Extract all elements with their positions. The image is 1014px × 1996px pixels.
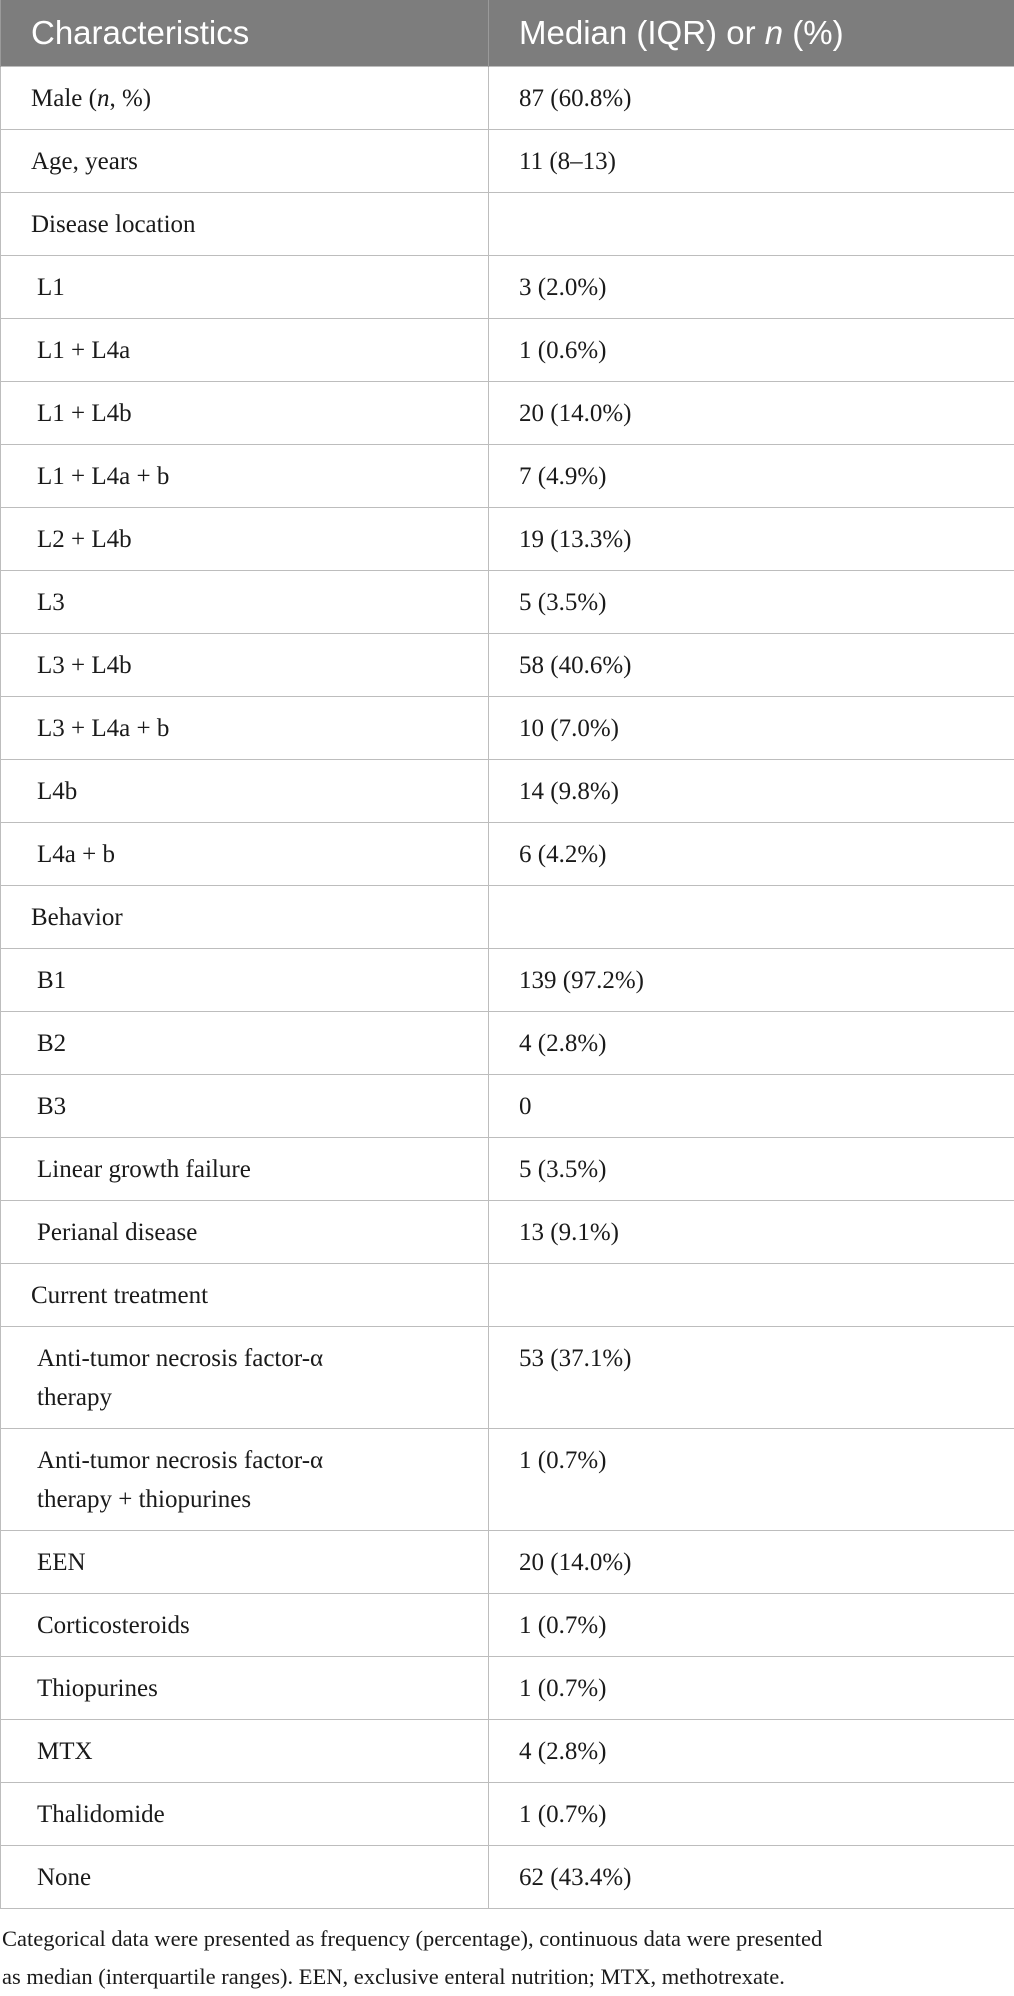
table-row (1, 1530, 1014, 1593)
row-label: B1 (1, 948, 489, 1011)
row-label: L4b (1, 759, 489, 822)
row-label: Thalidomide (1, 1782, 489, 1845)
row-value: 20 (14.0%) (489, 381, 1014, 444)
row-label: L1 (1, 255, 489, 318)
row-value (489, 192, 1014, 255)
row-label: Thiopurines (1, 1656, 489, 1719)
row-value: 87 (60.8%) (489, 66, 1014, 129)
row-label: Current treatment (1, 1263, 489, 1326)
label-line-2: therapy (37, 1384, 112, 1411)
table-row (1, 633, 1014, 696)
row-value: 53 (37.1%) (489, 1326, 1014, 1428)
row-value: 14 (9.8%) (489, 759, 1014, 822)
row-value: 20 (14.0%) (489, 1530, 1014, 1593)
table-row (1, 696, 1014, 759)
table-row (1, 1074, 1014, 1137)
footnote-line-1: Categorical data were presented as frequency (percentage), continuous data were presented (2, 1926, 822, 1951)
table-row (1, 1137, 1014, 1200)
table-row (1, 1845, 1014, 1908)
row-value: 1 (0.6%) (489, 318, 1014, 381)
footnote-line-2: as median (interquartile ranges). EEN, exclusive enteral nutrition; MTX, methotrexate. (2, 1964, 785, 1989)
row-label: L3 (1, 570, 489, 633)
header-characteristics: Characteristics (1, 0, 489, 66)
table-row (1, 507, 1014, 570)
label-line-1: Anti-tumor necrosis factor-α (37, 1345, 323, 1372)
row-value: 13 (9.1%) (489, 1200, 1014, 1263)
row-label (1, 66, 489, 129)
table-row (1, 192, 1014, 255)
table-row (1, 1782, 1014, 1845)
label-line-2: therapy + thiopurines (37, 1486, 251, 1513)
table-row (1, 318, 1014, 381)
table-row (1, 1263, 1014, 1326)
row-value: 5 (3.5%) (489, 570, 1014, 633)
row-value: 4 (2.8%) (489, 1011, 1014, 1074)
row-value: 4 (2.8%) (489, 1719, 1014, 1782)
row-label: None (1, 1845, 489, 1908)
table-row (1, 255, 1014, 318)
table-row (1, 570, 1014, 633)
row-value: 1 (0.7%) (489, 1656, 1014, 1719)
row-value: 62 (43.4%) (489, 1845, 1014, 1908)
table-row (1, 948, 1014, 1011)
table-row (1, 444, 1014, 507)
row-label: B3 (1, 1074, 489, 1137)
row-label: EEN (1, 1530, 489, 1593)
row-label: L3 + L4a + b (1, 696, 489, 759)
table-row (1, 381, 1014, 444)
label-suffix: , %) (109, 85, 151, 112)
row-label: B2 (1, 1011, 489, 1074)
header-n-italic: n (765, 14, 783, 51)
row-label: L1 + L4a + b (1, 444, 489, 507)
row-label: Age, years (1, 129, 489, 192)
row-value: 58 (40.6%) (489, 633, 1014, 696)
header-percent-suffix: (%) (783, 14, 844, 51)
row-value: 11 (8–13) (489, 129, 1014, 192)
row-value: 10 (7.0%) (489, 696, 1014, 759)
row-label: L1 + L4b (1, 381, 489, 444)
row-value: 3 (2.0%) (489, 255, 1014, 318)
table-row (1, 1656, 1014, 1719)
label-line-1: Anti-tumor necrosis factor-α (37, 1447, 323, 1474)
header-median-prefix: Median (IQR) or (519, 14, 765, 51)
row-value: 1 (0.7%) (489, 1593, 1014, 1656)
table-header-row (1, 0, 1014, 66)
table-footnote (0, 1909, 1012, 1996)
table-row (1, 822, 1014, 885)
row-value: 5 (3.5%) (489, 1137, 1014, 1200)
row-label: Perianal disease (1, 1200, 489, 1263)
row-label: L2 + L4b (1, 507, 489, 570)
row-label: L1 + L4a (1, 318, 489, 381)
row-value: 1 (0.7%) (489, 1428, 1014, 1530)
table-row (1, 1593, 1014, 1656)
row-value: 6 (4.2%) (489, 822, 1014, 885)
row-label: Corticosteroids (1, 1593, 489, 1656)
table-row (1, 885, 1014, 948)
row-value: 7 (4.9%) (489, 444, 1014, 507)
row-label: MTX (1, 1719, 489, 1782)
header-median-iqr (489, 0, 1014, 66)
label-italic-n: n (97, 85, 110, 112)
table-row (1, 759, 1014, 822)
row-label (1, 1326, 489, 1428)
table-row (1, 1719, 1014, 1782)
table-row (1, 1326, 1014, 1428)
row-value (489, 1263, 1014, 1326)
row-label: L3 + L4b (1, 633, 489, 696)
row-label: Behavior (1, 885, 489, 948)
row-value: 1 (0.7%) (489, 1782, 1014, 1845)
row-label: Linear growth failure (1, 1137, 489, 1200)
row-value (489, 885, 1014, 948)
table-row (1, 1011, 1014, 1074)
row-value: 139 (97.2%) (489, 948, 1014, 1011)
table-row (1, 1200, 1014, 1263)
label-prefix: Male ( (31, 85, 97, 112)
table-row (1, 1428, 1014, 1530)
row-value: 19 (13.3%) (489, 507, 1014, 570)
table-row (1, 66, 1014, 129)
row-value: 0 (489, 1074, 1014, 1137)
row-label (1, 1428, 489, 1530)
table-row (1, 129, 1014, 192)
row-label: Disease location (1, 192, 489, 255)
row-label: L4a + b (1, 822, 489, 885)
